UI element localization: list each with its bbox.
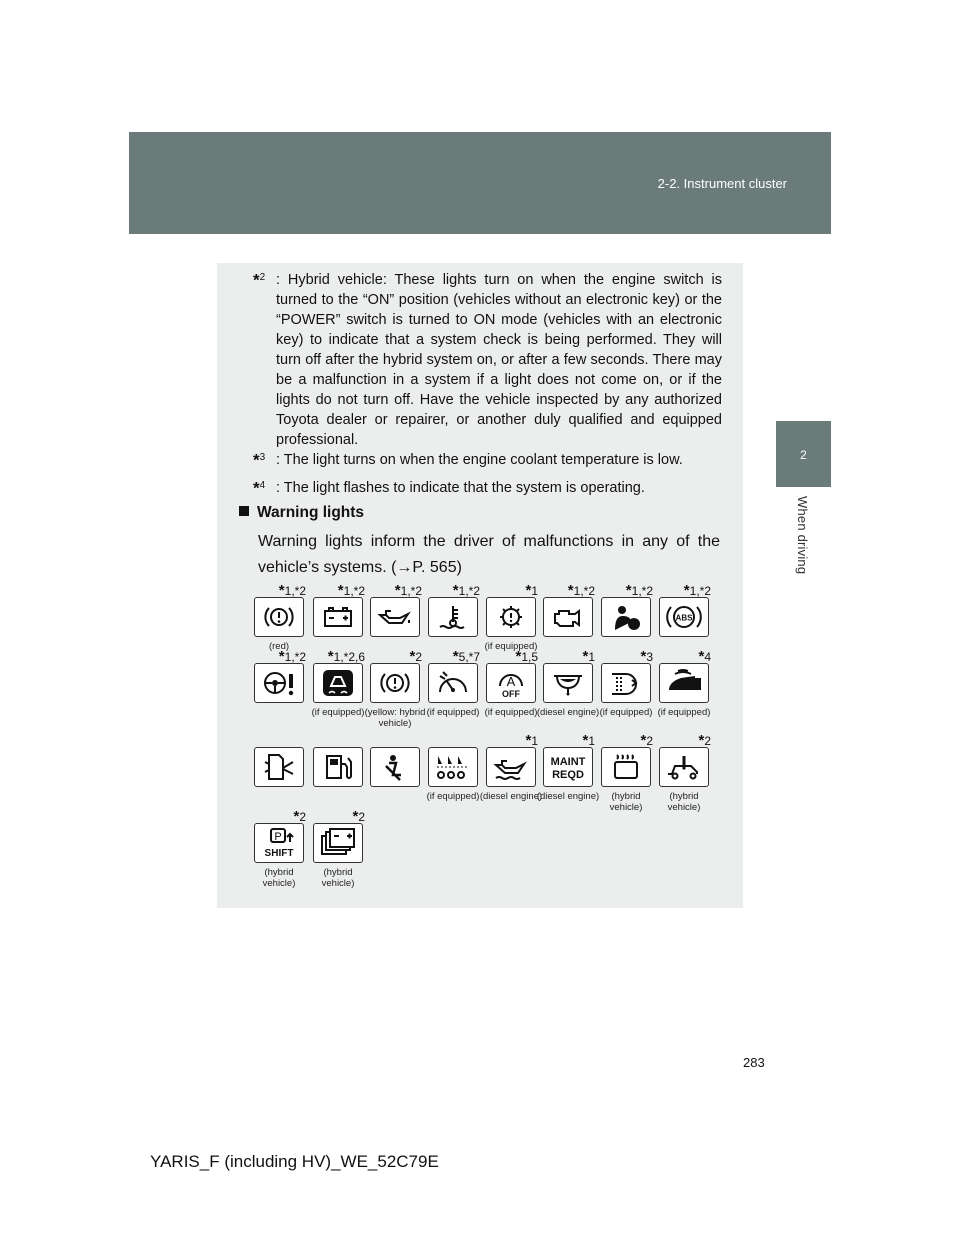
footnote-ref: *5,*7 (452, 648, 480, 665)
footnote-text: : The light flashes to indicate that the system is operating. (276, 480, 645, 496)
stop-start-off-icon-glyph (492, 668, 530, 698)
chapter-tab (776, 421, 831, 487)
header-title: 2-2. Instrument cluster (657, 176, 787, 191)
rear-seat-belt-icon-glyph (434, 752, 472, 782)
hybrid-battery-heat-icon-glyph (607, 752, 645, 782)
high-coolant-temp-icon-glyph (434, 602, 472, 632)
footnote-2: *$^2$ : Hybrid vehicle: These lights turn on when the engine switch is turned to the “ON” position (vehicles without an electronic key) or the “POWER” switch is turned to ON mode (vehicles with an electronic key) to indicate that a system check is being performed. They will turn off after the hybrid system on, or after a few seconds. There may be a malfunction in a system if a light does not come on, or if the lights do not turn off. Have the vehicle inspected by any authorized Toyota dealer or repairer, or another duly qualified and equipped professional. (253, 270, 722, 448)
smart-key-icon (659, 663, 709, 703)
icon-caption: (diesel engine) (479, 791, 543, 802)
icon-caption: (hybrid vehicle) (321, 867, 355, 889)
footnote-4: *$^4$ : The light flashes to indicate that the system is operating. (256, 478, 722, 498)
icon-caption: (if equipped) (657, 707, 711, 718)
maint-reqd-icon (543, 747, 593, 787)
footnote-ref: *1,*2 (337, 582, 365, 599)
p-shift-icon (254, 823, 304, 863)
footnote-ref: *1,5 (515, 648, 538, 665)
footnote-text: : Hybrid vehicle: These lights turn on when the engine switch is turned to the “ON” position (vehicles without an electronic key) or the “POWER” switch is turned to ON mode (vehicles with an electronic key) to indicate that a system check is being performed. They will turn off after the hybrid system on, or after a few seconds. There may be a malfunction in a system if a light does not come on, or if the lights do not turn off. Have the vehicle inspected by any authorized Toyota dealer or repairer, or another duly qualified and equipped professional. (276, 272, 722, 448)
icon-caption: (hybrid vehicle) (262, 867, 296, 889)
document-footer: YARIS_F (including HV)_WE_52C79E (150, 1152, 439, 1171)
dpf-system-icon-glyph (607, 668, 645, 698)
footnote-ref: *2 (640, 732, 653, 749)
icon-caption: (yellow: hybrid vehicle) (364, 707, 426, 729)
speed-limiter-icon (428, 663, 478, 703)
high-coolant-temp-icon (428, 597, 478, 637)
master-warning-icon-glyph (665, 752, 703, 782)
icon-caption: (red) (268, 641, 290, 652)
oil-pressure-icon-glyph (376, 602, 414, 632)
seat-belt-reminder-icon (370, 747, 420, 787)
open-door-icon (254, 747, 304, 787)
stop-start-off-icon (486, 663, 536, 703)
icon-caption: (if equipped) (426, 791, 480, 802)
footnote-ref: *1 (582, 732, 595, 749)
svg-text:ABS: ABS (675, 613, 693, 623)
footnote-ref: *1,*2,6 (327, 648, 365, 665)
brake-yellow-icon-glyph (376, 668, 414, 698)
footnote-ref: *1 (525, 732, 538, 749)
icon-caption: (diesel engine) (536, 791, 600, 802)
p-shift-icon-glyph (260, 828, 298, 858)
svg-text:SHIFT: SHIFT (264, 848, 294, 858)
master-warning-icon (659, 747, 709, 787)
footnote-ref: *1 (582, 648, 595, 665)
footnote-ref: *1,*2 (278, 582, 306, 599)
icon-caption: (if equipped) (426, 707, 480, 718)
hybrid-battery-heat-icon (601, 747, 651, 787)
svg-text:REQD: REQD (552, 769, 584, 781)
footnote-ref: *4 (698, 648, 711, 665)
footnote-ref: *2 (352, 808, 365, 825)
footnote-ref: *2 (698, 732, 711, 749)
icon-caption: (hybrid vehicle) (667, 791, 701, 813)
slip-indicator-icon-glyph (319, 668, 357, 698)
footnote-ref: *1,*2 (394, 582, 422, 599)
svg-text:OFF: OFF (502, 689, 520, 698)
footnote-text: : The light turns on when the engine coolant temperature is low. (276, 452, 683, 468)
engine-oil-level-icon-glyph (492, 752, 530, 782)
dpf-system-icon (601, 663, 651, 703)
malfunction-indicator-icon (543, 597, 593, 637)
footnote-ref: *1,*2 (452, 582, 480, 599)
footnote-3: *$^3$ : The light turns on when the engine coolant temperature is low. (256, 450, 722, 470)
low-fuel-icon-glyph (319, 752, 357, 782)
abs-warning-icon-glyph (665, 602, 703, 632)
seat-belt-reminder-icon-glyph (376, 752, 414, 782)
chapter-header (129, 132, 831, 234)
battery-warning-icon (313, 823, 363, 863)
oil-pressure-icon (370, 597, 420, 637)
open-door-icon-glyph (260, 752, 298, 782)
charging-warning-icon (313, 597, 363, 637)
svg-text:A: A (506, 674, 516, 689)
hybrid-system-overheat-icon-glyph (492, 602, 530, 632)
footnote-ref: *2 (293, 808, 306, 825)
square-bullet-icon (239, 506, 249, 516)
page-number: 283 (743, 1055, 765, 1070)
chapter-label: When driving (795, 496, 810, 575)
icon-caption: (if equipped) (599, 707, 653, 718)
chapter-number: 2 (800, 448, 807, 462)
hybrid-system-overheat-icon (486, 597, 536, 637)
icon-caption: (hybrid vehicle) (609, 791, 643, 813)
speed-limiter-icon-glyph (434, 668, 472, 698)
svg-text:MAINT: MAINT (550, 756, 586, 768)
srs-airbag-icon (601, 597, 651, 637)
svg-text:P: P (274, 831, 282, 843)
section-body: Warning lights inform the driver of malfunctions in any of the vehicle’s systems. (→P. 565) (258, 533, 720, 576)
section-heading: Warning lights (239, 504, 364, 522)
footnote-ref: *1,*2 (278, 648, 306, 665)
brake-warning-icon-glyph (260, 602, 298, 632)
footnote-ref: *1,*2 (683, 582, 711, 599)
power-steering-icon (254, 663, 304, 703)
fuel-filter-icon (543, 663, 593, 703)
abs-warning-icon (659, 597, 709, 637)
battery-warning-icon-glyph (319, 828, 357, 858)
brake-warning-icon (254, 597, 304, 637)
footnote-ref: *1,*2 (625, 582, 653, 599)
brake-yellow-icon (370, 663, 420, 703)
footnote-ref: *1 (525, 582, 538, 599)
icon-caption: (if equipped) (311, 707, 365, 718)
srs-airbag-icon-glyph (607, 602, 645, 632)
footnote-ref: *3 (640, 648, 653, 665)
slip-indicator-icon (313, 663, 363, 703)
maint-reqd-icon-glyph (549, 752, 587, 782)
charging-warning-icon-glyph (319, 602, 357, 632)
smart-key-icon-glyph (665, 668, 703, 698)
icon-caption: (if equipped) (484, 707, 538, 718)
footnote-ref: *1,*2 (567, 582, 595, 599)
low-fuel-icon (313, 747, 363, 787)
engine-oil-level-icon (486, 747, 536, 787)
malfunction-indicator-icon-glyph (549, 602, 587, 632)
icon-caption: (if equipped) (484, 641, 538, 652)
power-steering-icon-glyph (260, 668, 298, 698)
rear-seat-belt-icon (428, 747, 478, 787)
icon-caption: (diesel engine) (536, 707, 600, 718)
fuel-filter-icon-glyph (549, 668, 587, 698)
footnote-ref: *2 (409, 648, 422, 665)
